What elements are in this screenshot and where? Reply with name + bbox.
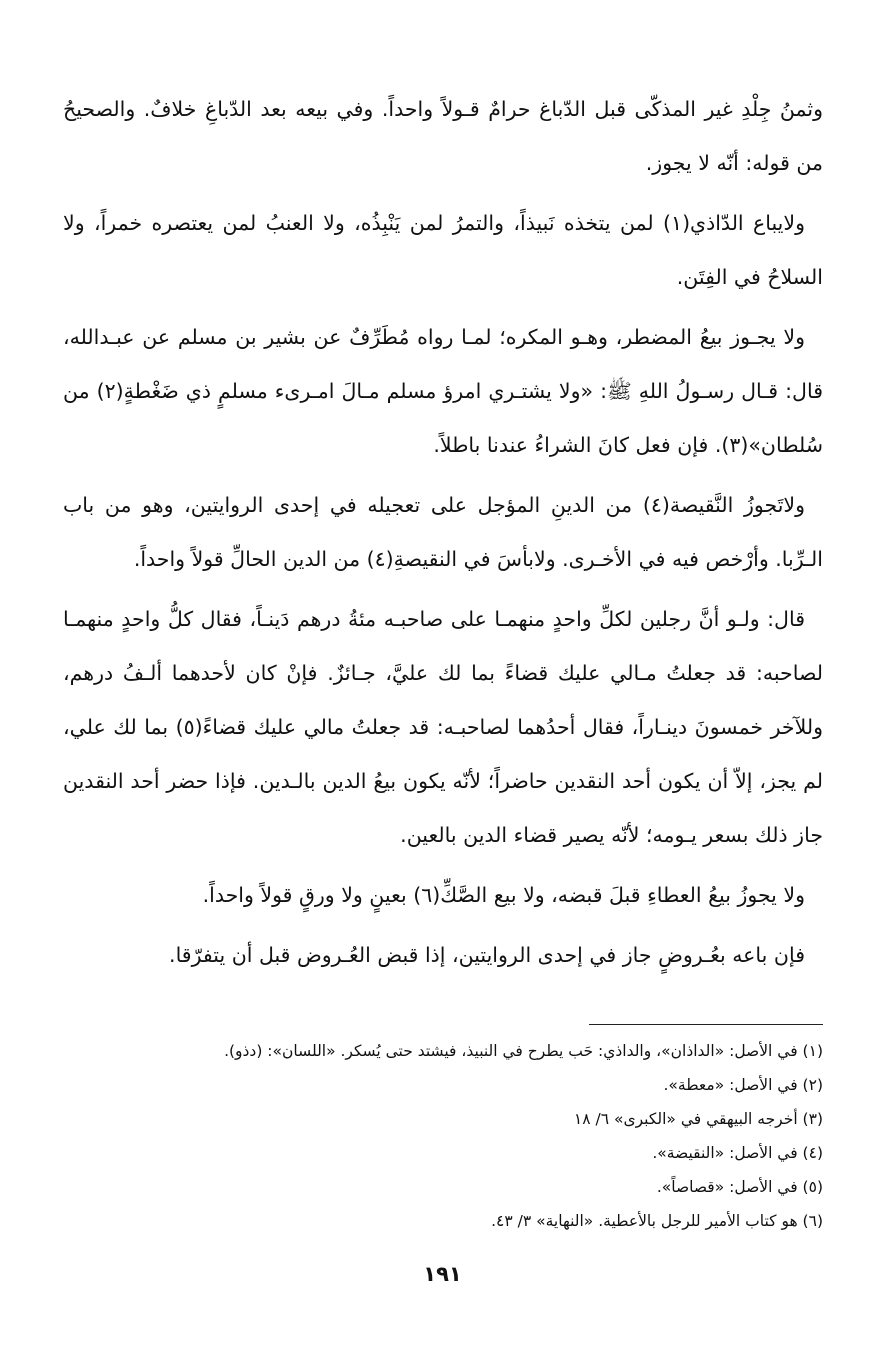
paragraph: ولايباع الدّاذي(١) لمن يتخذه نَبيذاً، والتمرُ لمن يَنْبِذُه، ولا العنبُ لمن يعتصره خمراً، ولا السلاحُ في الفِتَن. — [63, 211, 823, 289]
footnote: (٥) في الأصل: «قصاصاً». — [656, 1178, 823, 1196]
main-text — [63, 82, 823, 988]
page-number: ١٩١ — [423, 1262, 462, 1286]
footnote: (٤) في الأصل: «النقيضة». — [652, 1144, 823, 1162]
paragraph: ولا يجـوز بيعُ المضطر، وهـو المكره؛ لمـا رواه مُطَرِّفٌ عن بشير بن مسلم عن عبـدالله، قال: قـال رسـولُ اللهِ ﷺ: «ولا يشتـري امرؤ مسلم مـالَ امـرىء مسلمٍ ذي ضَغْطةٍ(٢) من سُلطان»(٣). فإن فعل كانَ الشراءُ عندنا باطلاً. — [63, 325, 823, 457]
footnote: (١) في الأصل: «الداذان»، والداذي: حَب يطرح في النبيذ، فيشتد حتى يُسكر. «اللسان»: (دذو). — [224, 1042, 823, 1060]
paragraph: وثمنُ جِلْدِ غير المذكّى قبل الدّباغ حرامٌ قـولاً واحداً. وفي بيعه بعد الدّباغِ خلافٌ. والصحيحُ من قوله: أنّه لا يجوز. — [63, 97, 823, 175]
footnote-divider — [589, 1024, 823, 1025]
paragraph: ولاتَجوزُ النَّقيصة(٤) من الدينِ المؤجل على تعجيله في إحدى الروايتين، وهو من باب الـرِّبا. وأرْخص فيه في الأخـرى. ولابأسَ في النقيصةِ(٤) من الدين الحالِّ قولاً واحداً. — [63, 493, 823, 571]
footnote: (٦) هو كتاب الأمير للرجل بالأعطية. «النهاية» ٣/ ٤٣. — [491, 1212, 823, 1230]
paragraph: ولا يجوزُ بيعُ العطاءِ قبلَ قبضه، ولا بيع الصَّكِّ(٦) بعينٍ ولا ورقٍ قولاً واحداً. — [202, 883, 805, 907]
footnotes — [63, 1034, 823, 1238]
footnote: (٣) أخرجه البيهقي في «الكبرى» ٦/ ١٨ — [573, 1110, 823, 1128]
footnote: (٢) في الأصل: «معطة». — [663, 1076, 823, 1094]
paragraph: فإن باعه بعُـروضٍ جاز في إحدى الروايتين، إذا قبض العُـروض قبل أن يتفرّقا. — [169, 943, 805, 967]
paragraph: قال: ولـو أنَّ رجلين لكلِّ واحدٍ منهمـا على صاحبـه مئةُ درهم دَينـاً، فقال كلُّ واحدٍ منهمـا لصاحبه: قد جعلتُ مـالي عليك قضاءً بما لك عليَّ، جـائزٌ. فإنْ كان لأحدهما ألـفُ درهم، وللآخر خمسونَ دينـاراً، فقال أحدُهما لصاحبـه: قد جعلتُ مالي عليك قضاءً(٥) بما لك علي، لم يجز، إلاّ أن يكون أحد النقدين حاضراً؛ لأنّه يكون بيعُ الدين بالـدين. فإذا حضر أحد النقدين جاز ذلك بسعر يـومه؛ لأنّه يصير قضاء الدين بالعين. — [63, 607, 823, 847]
